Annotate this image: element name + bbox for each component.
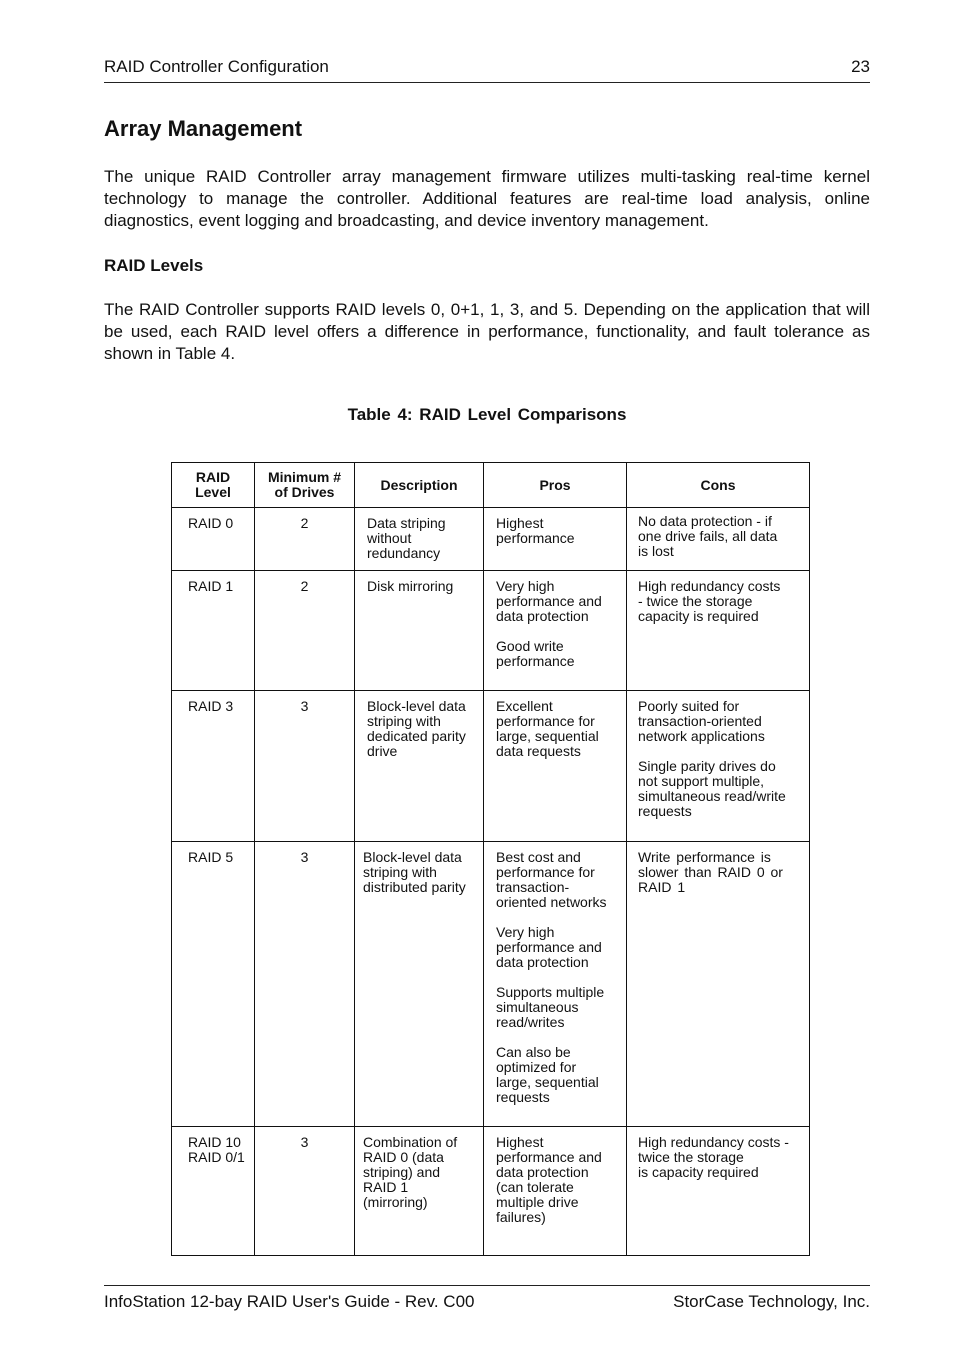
pro-item: Supports multiple simultaneous read/writes [496, 984, 605, 1030]
raid-comparison-table [171, 462, 810, 1256]
cell-raid-level: RAID 1 [172, 571, 255, 691]
header-rule [104, 82, 870, 83]
section-title: Array Management [104, 116, 303, 141]
cell-raid-level: RAID 5 [172, 842, 255, 1127]
con-item: Write performance is slower than RAID 0 or RAID 1 [638, 849, 783, 895]
table-caption: Table 4: RAID Level Comparisons [347, 405, 627, 424]
table-row [172, 571, 810, 691]
subsection-title: RAID Levels [104, 256, 204, 275]
cell-description: Data striping without redundancy [355, 508, 484, 571]
cell-pros [484, 1127, 627, 1256]
cell-pros [484, 508, 627, 571]
cell-cons [627, 691, 810, 842]
cell-raid-level: RAID 0 [172, 508, 255, 571]
cell-cons [627, 842, 810, 1127]
footer-company: StorCase Technology, Inc. [673, 1292, 870, 1311]
header-description: Description [355, 463, 484, 508]
pro-item: Can also be optimized for large, sequential requests [496, 1044, 599, 1105]
cell-raid-level: RAID 10 RAID 0/1 [172, 1127, 255, 1256]
cell-min-drives: 2 [255, 571, 355, 691]
footer-doc-title: InfoStation 12-bay RAID User's Guide - Rev. C00 [104, 1292, 475, 1311]
cell-min-drives: 2 [255, 508, 355, 571]
cell-pros [484, 691, 627, 842]
pro-item: Good write performance [496, 638, 575, 669]
pro-item: Very high performance and data protection [496, 578, 602, 624]
header-raid-level: RAID Level [172, 463, 255, 508]
cell-description: Block-level data striping with distributed parity [355, 842, 484, 1127]
pro-item: Highest performance and data protection (can tolerate multiple drive failures) [496, 1134, 602, 1225]
header-pros: Pros [484, 463, 627, 508]
running-header [104, 57, 870, 77]
footer-rule [104, 1285, 870, 1286]
header-cons: Cons [627, 463, 810, 508]
running-footer [104, 1292, 870, 1312]
header-title: RAID Controller Configuration [104, 57, 329, 76]
cell-pros [484, 842, 627, 1127]
con-item: High redundancy costs - twice the storage capacity is required [638, 578, 781, 624]
levels-paragraph: The RAID Controller supports RAID levels 0, 0+1, 1, 3, and 5. Depending on the application that will be used, each RAID level offers a difference in performance, functionality, and fault tolerance as shown in Table 4. [104, 300, 870, 363]
cell-description: Combination of RAID 0 (data striping) and RAID 1 (mirroring) [355, 1127, 484, 1256]
cell-cons [627, 571, 810, 691]
cell-description: Disk mirroring [355, 571, 484, 691]
table-row [172, 842, 810, 1127]
cell-min-drives: 3 [255, 1127, 355, 1256]
page-number: 23 [851, 57, 870, 76]
header-min-drives: Minimum # of Drives [255, 463, 355, 508]
cell-min-drives: 3 [255, 842, 355, 1127]
table-header-row [172, 463, 810, 508]
pro-item: Highest performance [496, 515, 575, 546]
table-row [172, 691, 810, 842]
cell-min-drives: 3 [255, 691, 355, 842]
intro-paragraph: The unique RAID Controller array management firmware utilizes multi-tasking real-time kernel technology to manage the controller. Additional features are real-time load analysis, online diagnostics, event logging and broadcasting, and device inventory management. [104, 167, 870, 230]
table-row [172, 1127, 810, 1256]
con-item: Poorly suited for transaction-oriented network applications [638, 698, 765, 744]
cell-cons [627, 1127, 810, 1256]
cell-description: Block-level data striping with dedicated parity drive [355, 691, 484, 842]
con-item: High redundancy costs - twice the storage is capacity required [638, 1134, 789, 1180]
con-item: Single parity drives do not support multiple, simultaneous read/write requests [638, 758, 786, 819]
pro-item: Very high performance and data protection [496, 924, 602, 970]
pro-item: Best cost and performance for transaction- oriented networks [496, 849, 607, 910]
cell-raid-level: RAID 3 [172, 691, 255, 842]
cell-pros [484, 571, 627, 691]
con-item: No data protection - if one drive fails, all data is lost [638, 513, 778, 559]
pro-item: Excellent performance for large, sequential data requests [496, 698, 599, 759]
cell-cons [627, 508, 810, 571]
table-row [172, 508, 810, 571]
